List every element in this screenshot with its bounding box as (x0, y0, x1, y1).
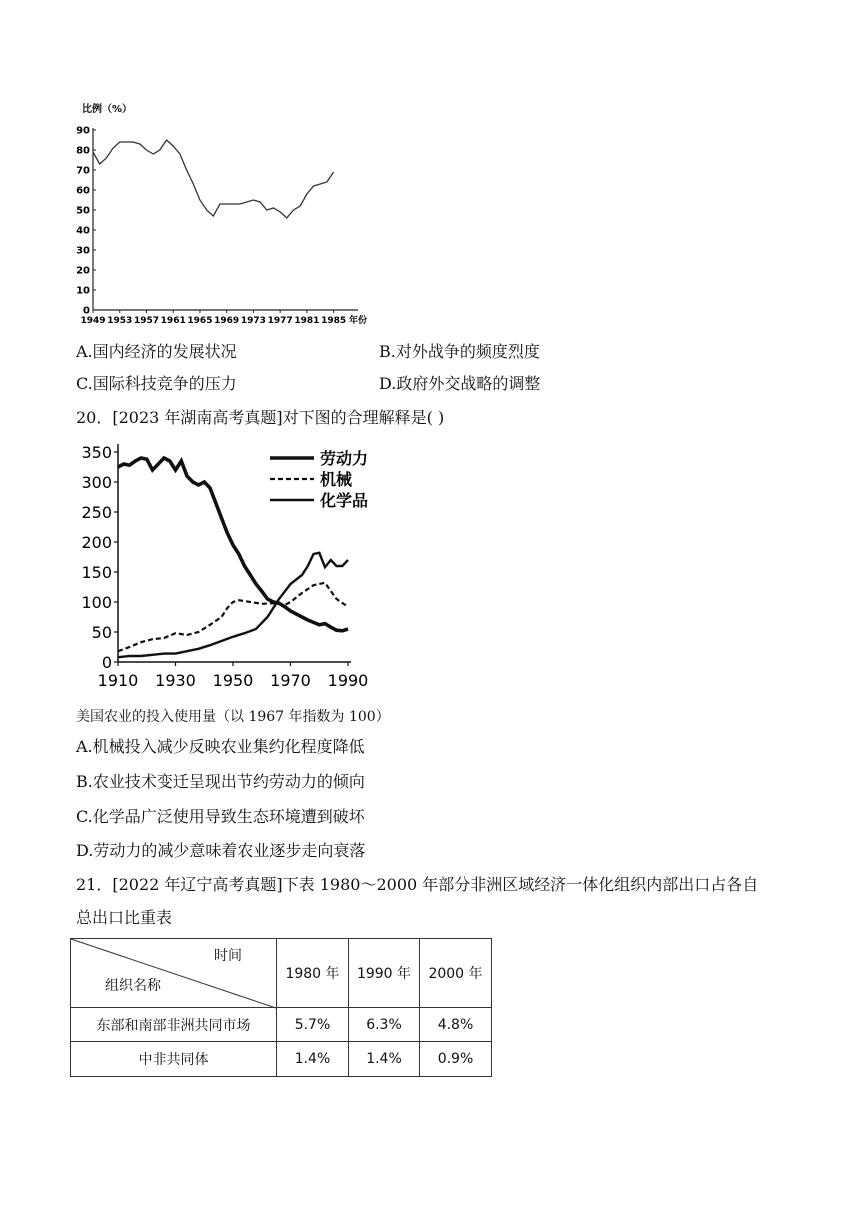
q20-chart-caption: 美国农业的投入使用量（以 1967 年指数为 100） (76, 709, 390, 725)
chart1-xtick-label: 1969 (214, 316, 240, 326)
chart1-xtick-label: 1949 (80, 316, 106, 326)
chart1-ytick-label: 30 (76, 245, 90, 257)
table-org-name: 东部和南部非洲共同市场 (71, 1008, 277, 1042)
q20-option-d[interactable]: D.劳动力的减少意味着农业逐步走向衰落 (76, 841, 366, 860)
chart2-ytick-label: 200 (81, 533, 112, 552)
corner-top-label: 时间 (214, 948, 242, 964)
table-cell: 6.3% (349, 1008, 420, 1042)
chart1-ytick-label: 90 (76, 125, 90, 137)
corner-diagonal (71, 939, 276, 1008)
chart1-xtick-label: 1981 (294, 316, 320, 326)
q19-option-d[interactable]: D.政府外交战略的调整 (379, 374, 541, 393)
chart2-legend (270, 449, 368, 510)
table-cell: 1.4% (277, 1042, 349, 1077)
chart2-ytick-label: 350 (81, 443, 112, 462)
chart1-series-line (93, 140, 334, 218)
chart1-xtick-label: 1973 (240, 316, 266, 326)
table-header-cell: 2000 年 (420, 939, 492, 1008)
chart1-ytick-label: 40 (76, 225, 90, 237)
chart1-xtick-label: 1957 (133, 316, 160, 326)
chart1-xtick-label: 1953 (107, 316, 133, 326)
table-org-name: 中非共同体 (71, 1042, 277, 1077)
chart1-ylabel: 比例（%） (82, 104, 133, 115)
us-agriculture-input-chart (76, 440, 386, 695)
q19-option-c[interactable]: C.国际科技竞争的压力 (76, 374, 237, 393)
chart2-xtick-label: 1970 (270, 671, 311, 690)
chart2-ytick-label: 250 (81, 503, 112, 522)
table-cell: 0.9% (420, 1042, 492, 1077)
table-corner-cell (71, 939, 277, 1008)
table-row (71, 1008, 492, 1042)
q21-data-table (70, 938, 492, 1077)
chart1-ytick-label: 80 (76, 145, 90, 157)
table-cell: 1.4% (349, 1042, 420, 1077)
q20-option-b[interactable]: B.农业技术变迁呈现出节约劳动力的倾向 (76, 772, 365, 791)
table-row (71, 1042, 492, 1077)
q20-stem: 20．[2023 年湖南高考真题]对下图的合理解释是( ) (76, 408, 445, 427)
table-cell: 4.8% (420, 1008, 492, 1042)
proportion-line-chart (78, 98, 378, 330)
chart1-ytick-label: 50 (76, 205, 90, 217)
table-header-cell: 1980 年 (277, 939, 349, 1008)
chart2-series-line-3 (118, 553, 348, 657)
chart1-xtick-label: 1985 (321, 316, 347, 326)
chart2-legend-label: 机械 (320, 470, 353, 489)
chart2-ytick-label: 0 (101, 653, 112, 672)
table-header-cell: 1990 年 (349, 939, 420, 1008)
table-header-row (71, 939, 492, 1008)
q20-option-a[interactable]: A.机械投入减少反映农业集约化程度降低 (76, 737, 365, 756)
chart1-xtick-label: 1977 (267, 316, 293, 326)
chart2-series-line-2 (118, 583, 348, 651)
chart2-xtick-label: 1910 (97, 671, 139, 690)
chart2-ytick-label: 300 (81, 473, 112, 492)
chart1-ytick-label: 60 (76, 185, 90, 197)
chart1-xtick-label: 1965 (187, 316, 213, 326)
chart2-legend-label: 化学品 (320, 491, 369, 510)
corner-bottom-label: 组织名称 (105, 978, 161, 994)
chart1-ytick-label: 10 (76, 285, 90, 297)
chart1-ytick-label: 70 (76, 165, 90, 177)
q19-option-b[interactable]: B.对外战争的频度烈度 (379, 342, 540, 361)
chart2-ytick-label: 150 (81, 563, 112, 582)
chart2-xtick-label: 1990 (327, 671, 369, 690)
chart2-series-line-1 (118, 458, 348, 631)
chart1-ytick-label: 20 (76, 265, 90, 277)
q21-stem-line1: 21．[2022 年辽宁高考真题]下表 1980～2000 年部分非洲区域经济一体化组织内部出口占各自 (76, 875, 759, 894)
q21-stem-line2: 总出口比重表 (76, 908, 173, 927)
chart1-xtick-label: 1961 (160, 316, 186, 326)
q20-option-c[interactable]: C.化学品广泛使用导致生态环境遭到破坏 (76, 807, 365, 826)
chart2-ytick-label: 100 (81, 593, 112, 612)
q19-option-a[interactable]: A.国内经济的发展状况 (76, 342, 237, 361)
chart2-ytick-label: 50 (91, 623, 112, 642)
chart2-xtick-label: 1930 (155, 671, 196, 690)
table-cell: 5.7% (277, 1008, 349, 1042)
chart2-xtick-label: 1950 (212, 671, 254, 690)
chart1-xlabel: 年份 (349, 316, 368, 326)
chart2-legend-label: 劳动力 (320, 449, 369, 468)
chart1-ytick-label: 0 (83, 305, 90, 317)
